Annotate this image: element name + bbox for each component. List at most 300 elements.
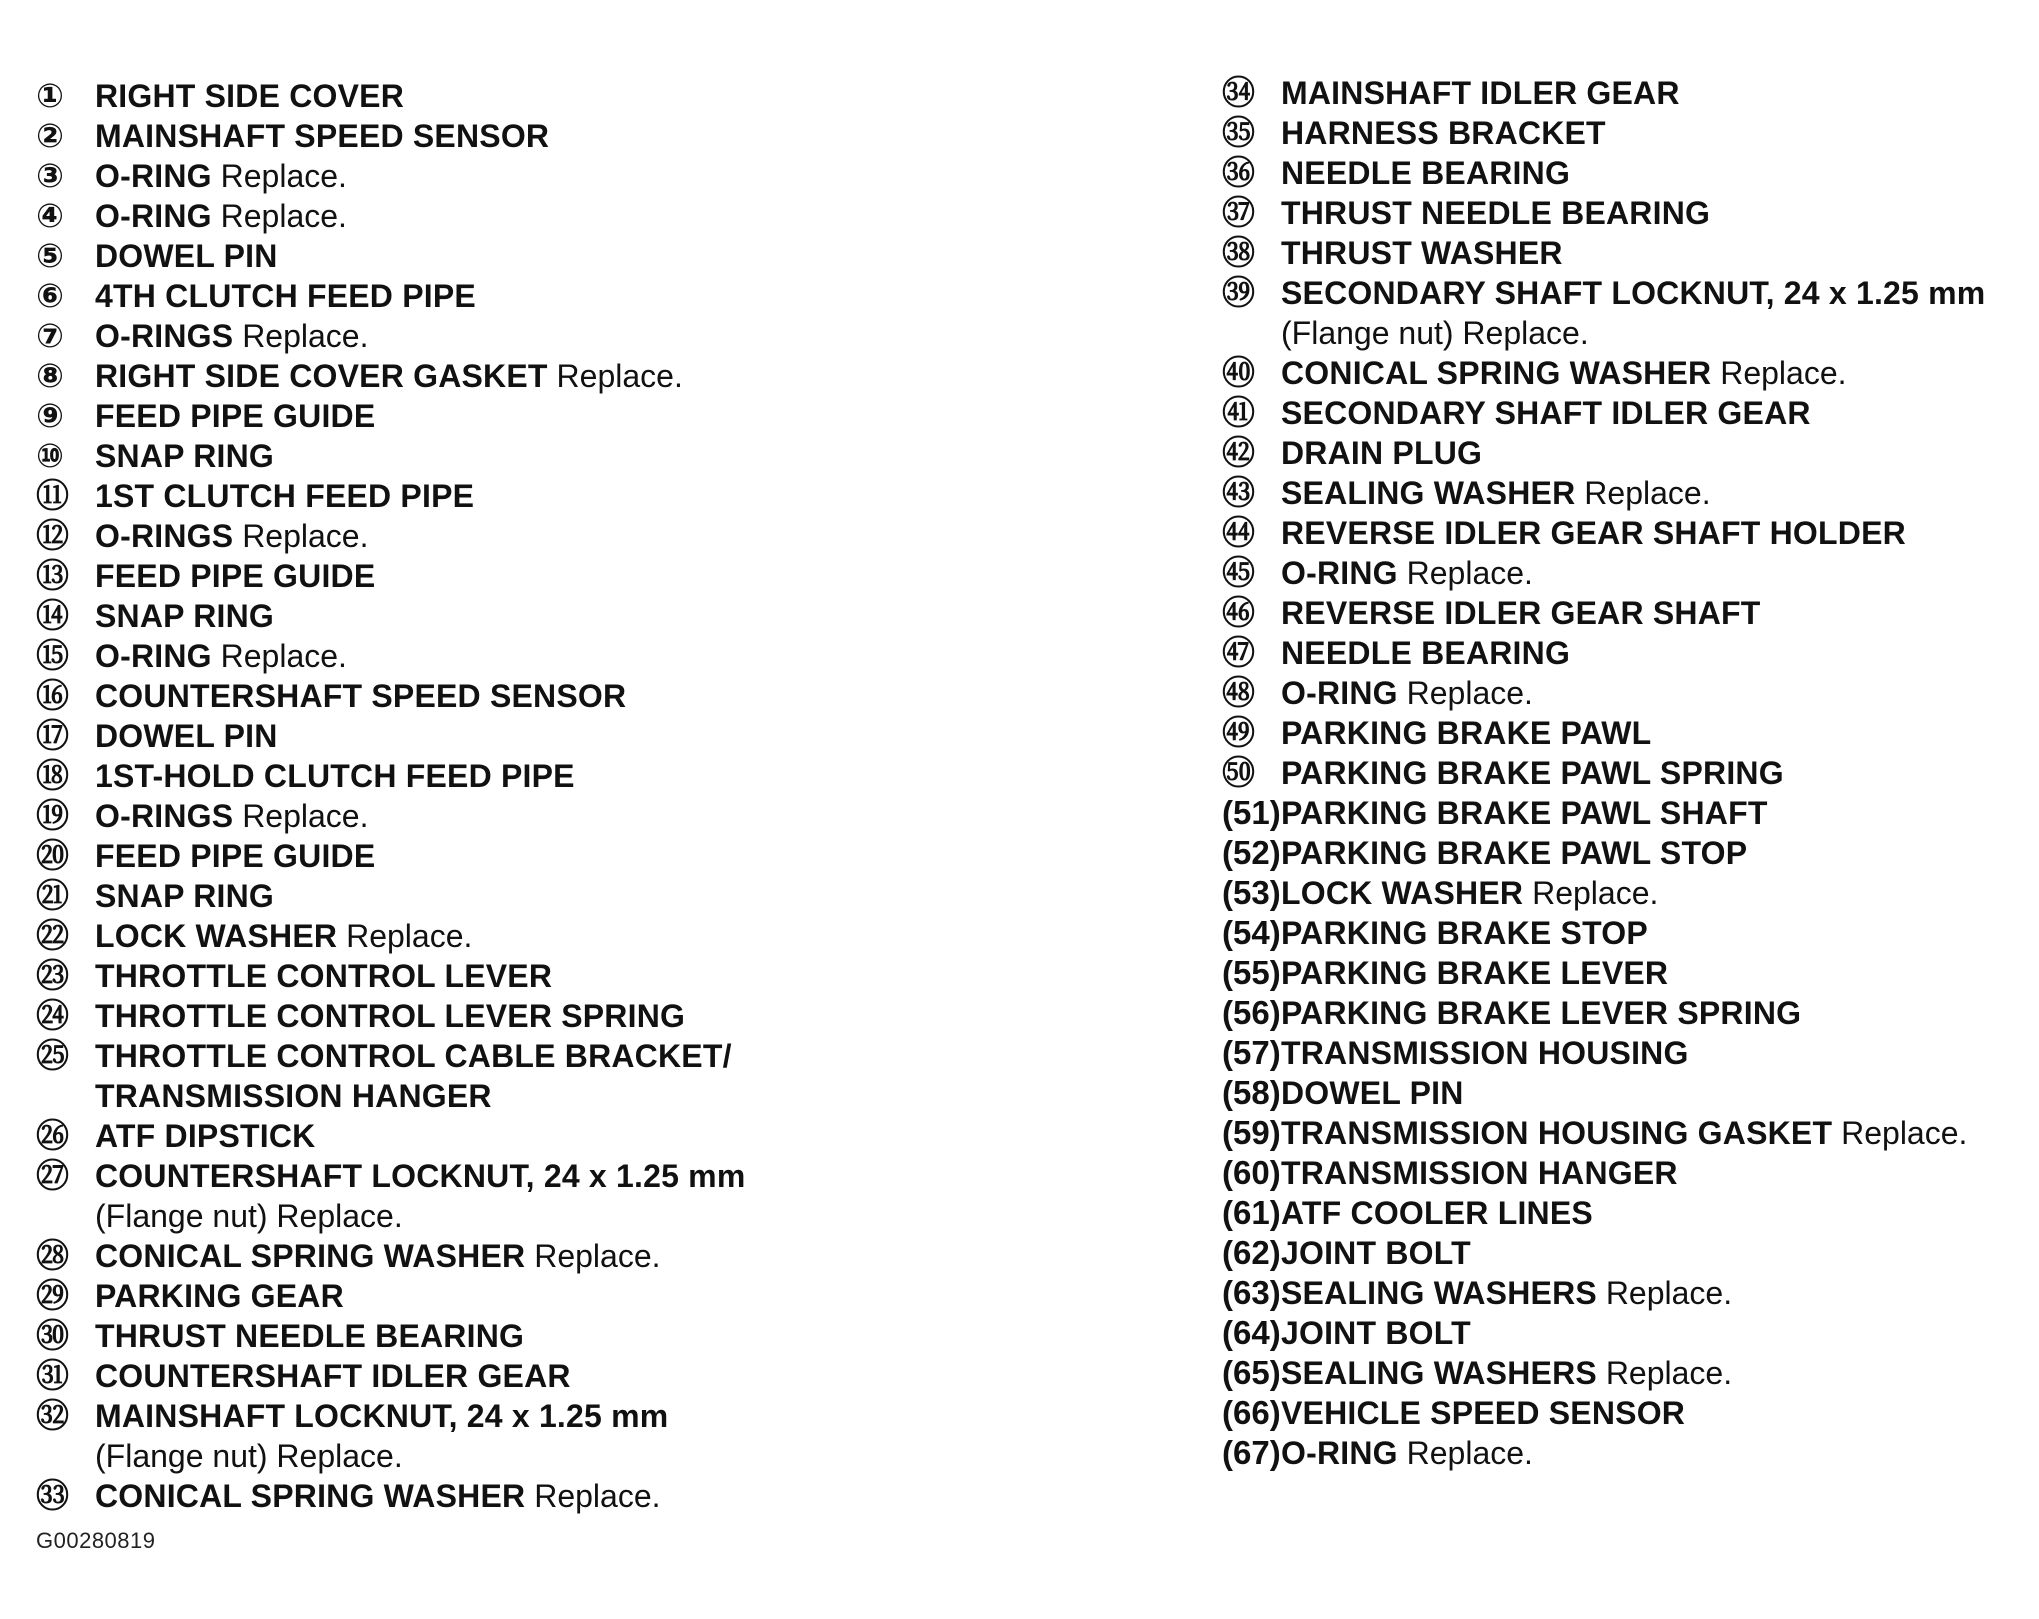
item-text [1281, 113, 1606, 153]
item-line [95, 236, 278, 276]
item-line [95, 676, 626, 716]
item-text [1281, 793, 1768, 833]
legend-item [36, 356, 1186, 396]
part-name: MAINSHAFT SPEED SENSOR [95, 118, 550, 154]
item-line [1281, 73, 1680, 113]
part-name: DRAIN PLUG [1281, 435, 1483, 471]
part-name: TRANSMISSION HANGER [1281, 1155, 1678, 1191]
item-number: ㉓ [36, 957, 69, 994]
part-name: HARNESS BRACKET [1281, 115, 1606, 151]
part-name: O-RING [95, 158, 212, 194]
legend-item [1222, 1113, 2022, 1153]
part-name: PARKING BRAKE PAWL [1281, 715, 1652, 751]
part-name: THROTTLE CONTROL LEVER [95, 958, 553, 994]
legend-item [1222, 1193, 2022, 1233]
item-line [1281, 113, 1606, 153]
item-line [1281, 233, 1563, 273]
item-text [1281, 153, 1570, 193]
item-text [1281, 993, 1801, 1033]
item-line [1281, 1393, 1685, 1433]
item-text [1281, 713, 1651, 753]
item-number: (67) [1222, 1434, 1281, 1471]
part-name: THRUST NEEDLE BEARING [95, 1318, 525, 1354]
item-line [95, 1436, 668, 1476]
legend-item [1222, 473, 2022, 513]
item-text [95, 1156, 745, 1236]
item-number: (57) [1222, 1034, 1281, 1071]
item-number: ⑱ [36, 757, 69, 794]
item-text [95, 676, 626, 716]
item-line [1281, 553, 1533, 593]
item-line [95, 596, 274, 636]
item-text [95, 636, 347, 676]
legend-item [1222, 753, 2022, 793]
item-line [95, 1076, 732, 1116]
item-line [95, 196, 347, 236]
item-text [95, 516, 368, 556]
part-name: LOCK WASHER [1281, 875, 1524, 911]
legend-item [1222, 1233, 2022, 1273]
item-line [1281, 1313, 1471, 1353]
item-line [95, 916, 472, 956]
item-number: ㉕ [36, 1037, 69, 1074]
part-name: SECONDARY SHAFT IDLER GEAR [1281, 395, 1811, 431]
legend-item [1222, 913, 2022, 953]
item-text [1281, 953, 1668, 993]
item-number: (60) [1222, 1154, 1281, 1191]
part-name: 1ST CLUTCH FEED PIPE [95, 478, 475, 514]
legend-item [1222, 953, 2022, 993]
item-line [95, 556, 375, 596]
item-number: ㉘ [36, 1237, 69, 1274]
item-number: ㊽ [1222, 674, 1255, 711]
part-name: O-RING [1281, 1435, 1398, 1471]
legend-item [36, 596, 1186, 636]
item-line [95, 1156, 745, 1196]
legend-item [1222, 113, 2022, 153]
item-number: ㊲ [1222, 194, 1255, 231]
legend-item [36, 1476, 1186, 1516]
item-number: ㉒ [36, 917, 69, 954]
item-number: (51) [1222, 794, 1281, 831]
item-line [95, 516, 368, 556]
part-name: CONICAL SPRING WASHER [95, 1238, 526, 1274]
part-note: Replace. [1406, 1435, 1533, 1471]
part-name: 4TH CLUTCH FEED PIPE [95, 278, 476, 314]
item-line [1281, 873, 1658, 913]
part-name: O-RINGS [95, 318, 234, 354]
item-text [95, 356, 683, 396]
item-number: ㊱ [1222, 154, 1255, 191]
part-note: Replace. [242, 518, 369, 554]
item-number: ① [36, 77, 64, 114]
item-number: (59) [1222, 1114, 1281, 1151]
legend-item [1222, 793, 2022, 833]
part-name: THRUST NEEDLE BEARING [1281, 195, 1711, 231]
item-number: (52) [1222, 834, 1281, 871]
item-line [95, 836, 375, 876]
legend-item [1222, 1073, 2022, 1113]
item-line [95, 276, 476, 316]
item-text [1281, 553, 1533, 593]
legend-item [1222, 593, 2022, 633]
legend-item [1222, 1033, 2022, 1073]
item-number: ㉔ [36, 997, 69, 1034]
item-text [95, 196, 347, 236]
legend-item [36, 116, 1186, 156]
item-line [1281, 993, 1801, 1033]
item-text [1281, 473, 1711, 513]
item-line [95, 756, 575, 796]
legend-item [36, 1036, 1186, 1116]
item-line [1281, 1353, 1732, 1393]
item-number: ㉞ [1222, 74, 1255, 111]
item-number: ② [36, 117, 64, 154]
part-name: TRANSMISSION HANGER [95, 1078, 492, 1114]
item-number: ⑤ [36, 237, 64, 274]
legend-item [36, 676, 1186, 716]
legend-item [36, 716, 1186, 756]
legend-item [1222, 353, 2022, 393]
part-name: PARKING BRAKE LEVER SPRING [1281, 995, 1802, 1031]
item-line [95, 1316, 524, 1356]
item-number: ㉟ [1222, 114, 1255, 151]
part-note: Replace. [220, 198, 347, 234]
item-text [95, 1036, 732, 1116]
part-name: DOWEL PIN [1281, 1075, 1464, 1111]
item-number: ④ [36, 197, 64, 234]
item-text [1281, 1233, 1471, 1273]
item-text [1281, 273, 1985, 353]
legend-item [1222, 433, 2022, 473]
item-line [1281, 1033, 1689, 1073]
item-line [95, 76, 404, 116]
item-text [1281, 1393, 1685, 1433]
part-note: Replace. [220, 638, 347, 674]
item-line [1281, 913, 1648, 953]
item-text [1281, 1193, 1593, 1233]
item-number: (58) [1222, 1074, 1281, 1111]
legend-item [1222, 713, 2022, 753]
part-name: PARKING BRAKE PAWL SPRING [1281, 755, 1784, 791]
item-line [1281, 1113, 1967, 1153]
item-text [95, 956, 552, 996]
item-line [1281, 1433, 1533, 1473]
part-name: THRUST WASHER [1281, 235, 1563, 271]
legend-item [1222, 673, 2022, 713]
item-number: ㉛ [36, 1357, 69, 1394]
item-number: ㊼ [1222, 634, 1255, 671]
item-text [95, 796, 368, 836]
legend-item [1222, 273, 2022, 353]
legend-item [36, 1156, 1186, 1236]
part-name: 1ST-HOLD CLUTCH FEED PIPE [95, 758, 575, 794]
item-line [95, 316, 368, 356]
item-number: (61) [1222, 1194, 1281, 1231]
item-text [1281, 433, 1482, 473]
item-text [95, 1476, 661, 1516]
part-name: REVERSE IDLER GEAR SHAFT [1281, 595, 1761, 631]
part-note: Replace. [1605, 1355, 1733, 1391]
part-name: SNAP RING [95, 438, 275, 474]
legend-item [1222, 153, 2022, 193]
item-line [95, 1116, 315, 1156]
item-line [95, 116, 549, 156]
item-line [95, 476, 474, 516]
part-name: PARKING BRAKE PAWL STOP [1281, 835, 1748, 871]
part-name: COUNTERSHAFT LOCKNUT, 24 x 1.25 mm [95, 1158, 746, 1194]
item-line [1281, 353, 1847, 393]
item-number: ㉑ [36, 877, 69, 914]
part-name: JOINT BOLT [1281, 1235, 1471, 1271]
legend-item [36, 1116, 1186, 1156]
item-number: ⑥ [36, 277, 64, 314]
part-name: O-RING [95, 638, 212, 674]
part-name: SEALING WASHER [1281, 475, 1576, 511]
item-text [1281, 193, 1710, 233]
item-number: (66) [1222, 1394, 1281, 1431]
item-line [95, 956, 552, 996]
item-number: ㊴ [1222, 274, 1255, 311]
item-number: (64) [1222, 1314, 1281, 1351]
item-text [95, 156, 347, 196]
item-number: ㊵ [1222, 354, 1255, 391]
item-text [95, 1396, 668, 1476]
item-line [1281, 1193, 1593, 1233]
item-text [95, 1236, 661, 1276]
item-line [95, 1036, 732, 1076]
part-name: RIGHT SIDE COVER GASKET [95, 358, 548, 394]
item-number: ⑰ [36, 717, 69, 754]
item-number: (65) [1222, 1354, 1281, 1391]
legend-item [36, 436, 1186, 476]
item-text [1281, 513, 1906, 553]
item-text [1281, 633, 1570, 673]
part-name: CONICAL SPRING WASHER [95, 1478, 526, 1514]
item-number: (63) [1222, 1274, 1281, 1311]
item-text [95, 236, 278, 276]
part-name: PARKING BRAKE LEVER [1281, 955, 1669, 991]
item-line [95, 796, 368, 836]
item-text [1281, 593, 1761, 633]
part-name: O-RINGS [95, 798, 234, 834]
item-number: (62) [1222, 1234, 1281, 1271]
part-name: REVERSE IDLER GEAR SHAFT HOLDER [1281, 515, 1906, 551]
item-text [1281, 673, 1533, 713]
item-line [1281, 1233, 1471, 1273]
item-number: ㉝ [36, 1477, 69, 1514]
item-number: ㉙ [36, 1277, 69, 1314]
part-name: VEHICLE SPEED SENSOR [1281, 1395, 1686, 1431]
item-number: ⑬ [36, 557, 69, 594]
item-text [95, 116, 549, 156]
item-text [1281, 73, 1680, 113]
item-number: ⑫ [36, 517, 69, 554]
part-name: PARKING BRAKE PAWL SHAFT [1281, 795, 1768, 831]
item-number: ㊳ [1222, 234, 1255, 271]
item-line [1281, 1153, 1678, 1193]
item-text [1281, 1313, 1471, 1353]
item-number: ⑨ [36, 397, 64, 434]
legend-item [1222, 393, 2022, 433]
item-line [95, 1236, 661, 1276]
part-name: FEED PIPE GUIDE [95, 838, 376, 874]
item-line [95, 996, 685, 1036]
item-text [95, 1116, 315, 1156]
part-name: COUNTERSHAFT SPEED SENSOR [95, 678, 627, 714]
item-line [95, 1396, 668, 1436]
item-text [95, 556, 375, 596]
part-note: (Flange nut) Replace. [95, 1438, 403, 1474]
legend-item [1222, 873, 2022, 913]
part-name: THROTTLE CONTROL CABLE BRACKET/ [95, 1038, 732, 1074]
part-name: O-RING [1281, 555, 1398, 591]
item-number: ㉖ [36, 1117, 69, 1154]
part-name: NEEDLE BEARING [1281, 155, 1571, 191]
item-number: ㊻ [1222, 594, 1255, 631]
part-name: SEALING WASHERS [1281, 1275, 1597, 1311]
part-name: TRANSMISSION HOUSING GASKET [1281, 1115, 1833, 1151]
legend-item [36, 76, 1186, 116]
part-name: TRANSMISSION HOUSING [1281, 1035, 1689, 1071]
item-line [1281, 673, 1533, 713]
legend-item [36, 876, 1186, 916]
item-line [95, 436, 274, 476]
item-line [1281, 753, 1784, 793]
item-text [95, 716, 278, 756]
part-name: PARKING BRAKE STOP [1281, 915, 1648, 951]
part-name: RIGHT SIDE COVER [95, 78, 405, 114]
legend-item [36, 276, 1186, 316]
part-note: Replace. [534, 1238, 661, 1274]
legend-item [36, 1356, 1186, 1396]
part-name: THROTTLE CONTROL LEVER SPRING [95, 998, 686, 1034]
legend-item [36, 1316, 1186, 1356]
part-note: Replace. [1584, 475, 1711, 511]
part-note: Replace. [1605, 1275, 1733, 1311]
item-text [95, 476, 474, 516]
legend-item [36, 756, 1186, 796]
legend-left-column [36, 76, 1186, 1516]
item-line [1281, 433, 1482, 473]
item-number: ⑩ [36, 437, 64, 474]
item-number: ⑪ [36, 477, 69, 514]
item-number: ㉜ [36, 1397, 69, 1434]
item-number: (55) [1222, 954, 1281, 991]
part-note: Replace. [242, 318, 369, 354]
part-name: O-RING [95, 198, 212, 234]
item-line [95, 1476, 661, 1516]
item-text [95, 1356, 571, 1396]
part-name: DOWEL PIN [95, 238, 278, 274]
legend-item [1222, 513, 2022, 553]
item-text [95, 596, 274, 636]
item-number: ㉚ [36, 1317, 69, 1354]
item-text [95, 396, 375, 436]
item-text [95, 316, 368, 356]
item-number: ㊹ [1222, 514, 1255, 551]
item-line [1281, 193, 1710, 233]
part-note: Replace. [1841, 1115, 1968, 1151]
part-name: COUNTERSHAFT IDLER GEAR [95, 1358, 571, 1394]
legend-item [36, 316, 1186, 356]
legend-item [36, 156, 1186, 196]
item-number: ⑲ [36, 797, 69, 834]
item-text [1281, 1113, 1967, 1153]
item-number: (53) [1222, 874, 1281, 911]
legend-item [36, 476, 1186, 516]
legend-item [1222, 233, 2022, 273]
item-number: ⑯ [36, 677, 69, 714]
legend-item [36, 1276, 1186, 1316]
part-name: SECONDARY SHAFT LOCKNUT, 24 x 1.25 mm [1281, 275, 1986, 311]
item-text [1281, 1073, 1464, 1113]
item-line [1281, 393, 1811, 433]
part-name: MAINSHAFT IDLER GEAR [1281, 75, 1680, 111]
item-text [1281, 393, 1811, 433]
part-note: Replace. [220, 158, 347, 194]
item-number: (54) [1222, 914, 1281, 951]
item-text [95, 996, 685, 1036]
part-note: Replace. [534, 1478, 661, 1514]
item-text [95, 756, 575, 796]
part-name: JOINT BOLT [1281, 1315, 1471, 1351]
part-name: DOWEL PIN [95, 718, 278, 754]
legend-item [36, 396, 1186, 436]
item-text [95, 916, 472, 956]
part-name: O-RINGS [95, 518, 234, 554]
part-name: FEED PIPE GUIDE [95, 558, 376, 594]
part-name: SNAP RING [95, 878, 275, 914]
item-number: ⑦ [36, 317, 64, 354]
legend-item [36, 796, 1186, 836]
legend-item [1222, 553, 2022, 593]
legend-item [36, 556, 1186, 596]
item-text [1281, 353, 1847, 393]
item-text [1281, 913, 1648, 953]
item-text [1281, 833, 1747, 873]
part-note: Replace. [556, 358, 683, 394]
legend-item [1222, 1393, 2022, 1433]
item-line [1281, 273, 1985, 313]
item-number: ⑧ [36, 357, 64, 394]
item-line [95, 716, 278, 756]
part-note: Replace. [346, 918, 473, 954]
part-note: Replace. [1406, 675, 1533, 711]
item-line [1281, 153, 1570, 193]
legend-item [1222, 1313, 2022, 1353]
part-name: SNAP RING [95, 598, 275, 634]
legend-item [1222, 993, 2022, 1033]
item-line [1281, 793, 1768, 833]
part-name: CONICAL SPRING WASHER [1281, 355, 1712, 391]
item-line [1281, 833, 1747, 873]
part-name: FEED PIPE GUIDE [95, 398, 376, 434]
item-text [1281, 753, 1784, 793]
legend-item [36, 836, 1186, 876]
item-text [95, 436, 274, 476]
item-line [95, 156, 347, 196]
part-name: LOCK WASHER [95, 918, 338, 954]
legend-item [36, 1396, 1186, 1476]
item-line [95, 1356, 571, 1396]
item-text [1281, 233, 1563, 273]
item-number: ㊾ [1222, 714, 1255, 751]
item-number: ㊸ [1222, 474, 1255, 511]
part-name: MAINSHAFT LOCKNUT, 24 x 1.25 mm [95, 1398, 669, 1434]
item-number: ③ [36, 157, 64, 194]
legend-item [36, 516, 1186, 556]
